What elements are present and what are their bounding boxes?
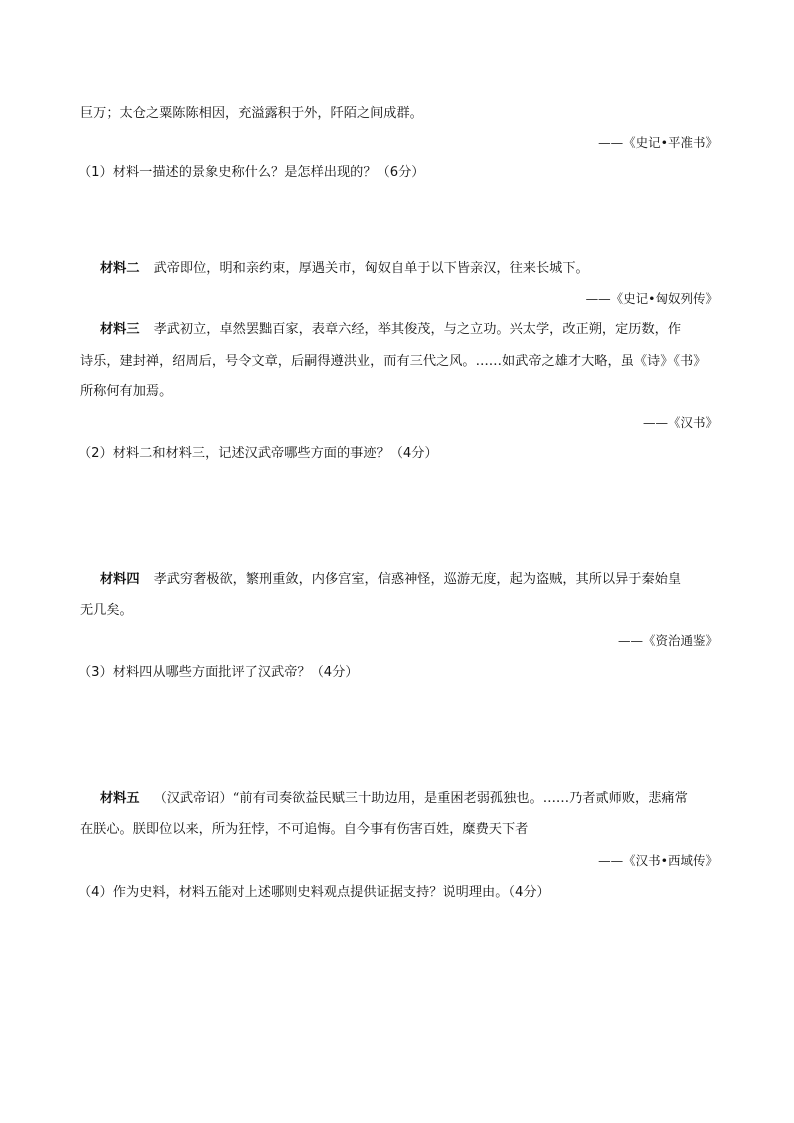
material-three-line-3: 所称何有加焉。 [80,384,173,399]
material-three-line-1 [100,320,720,340]
material-four-text-1: 孝武穷奢极欲，繁刑重敛，内侈宫室，信惑神怪，巡游无度，起为盗贼，其所以异于秦始皇 [153,572,682,587]
material-two [100,259,720,279]
material-three-line-2: 诗乐，建封禅，绍周后，号令文章，后嗣得遵洪业，而有三代之风。……如武帝之雄才大略，虽《诗》《书》 [80,354,707,369]
material-three-text-1: 孝武初立，卓然罢黜百家，表章六经，举其俊茂，与之立功。兴太学，改正朔，定历数，作 [153,322,682,337]
material-four-label: 材料四 [100,572,140,587]
material-four-source: ——《资治通鉴》 [617,633,718,648]
question-three: （3）材料四从哪些方面批评了汉武帝？（4分） [78,665,359,680]
question-one: （1）材料一描述的景象史称什么？是怎样出现的？（6分） [78,165,425,180]
material-two-text: 武帝即位，明和亲约束，厚遇关市，匈奴自单于以下皆亲汉，往来长城下。 [153,261,589,276]
material-four-line-2: 无几矣。 [80,603,133,618]
material-five-line-2: 在朕心。朕即位以来，所为狂悖，不可追悔。自今事有伤害百姓，糜费天下者 [80,822,529,837]
material-one-text-end: 巨万；太仓之粟陈陈相因，充溢露积于外，阡陌之间成群。 [80,106,423,121]
material-three-source: ——《汉书》 [642,415,718,430]
material-five-source: ——《汉书•西域传》 [598,853,718,868]
material-three-label: 材料三 [100,322,140,337]
material-five-text-1: （汉武帝诏）“前有司奏欲益民赋三十助边用，是重困老弱孤独也。……乃者贰师败，悲痛常 [153,791,688,806]
material-five-label: 材料五 [100,791,140,806]
material-one-source: ——《史记•平准书》 [598,135,718,150]
material-two-label: 材料二 [100,261,140,276]
material-five-line-1 [100,789,720,809]
question-two: （2）材料二和材料三，记述汉武帝哪些方面的事迹？（4分） [78,446,438,461]
material-two-source: ——《史记•匈奴列传》 [585,291,718,306]
material-four-line-1 [100,570,720,590]
question-four: （4）作为史料，材料五能对上述哪则史料观点提供证据支持？说明理由。（4分） [78,885,550,900]
